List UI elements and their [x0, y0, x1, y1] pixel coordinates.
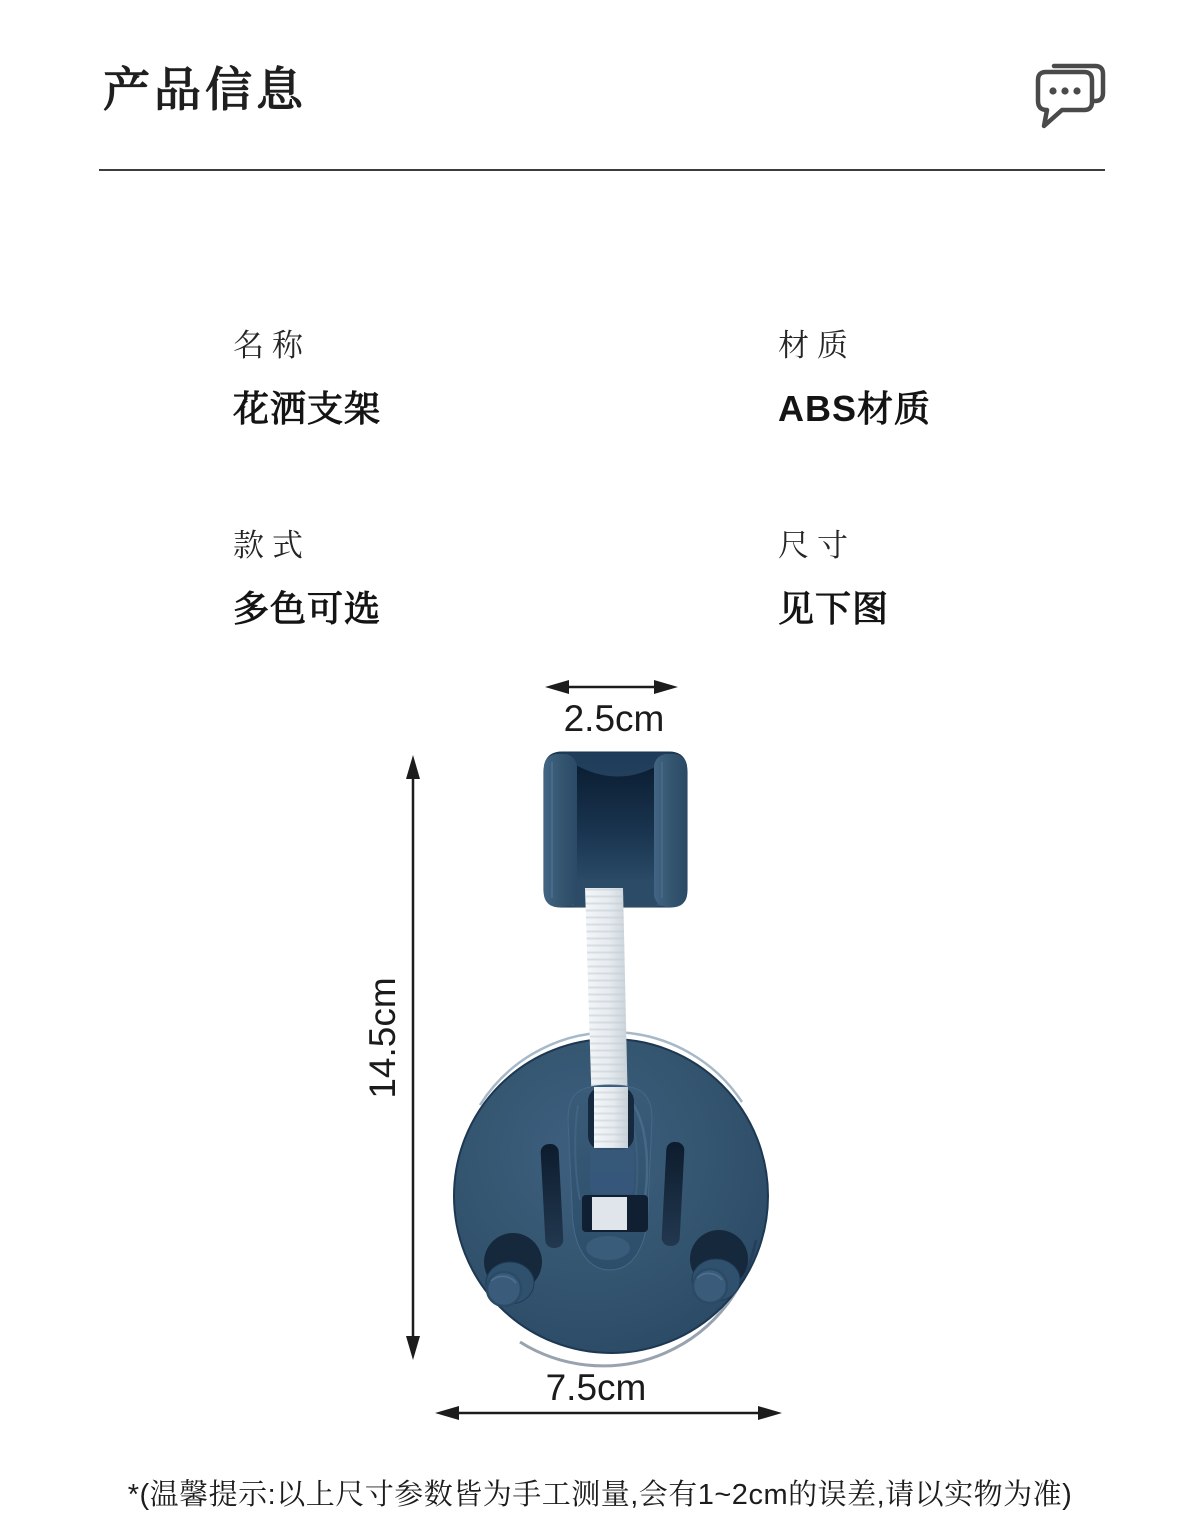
joint-neck — [590, 1148, 634, 1194]
spec-name — [233, 330, 381, 427]
spec-value: 见下图 — [778, 588, 890, 629]
spec-label: 材质 — [778, 328, 856, 363]
cup-opening — [574, 764, 657, 891]
spec-value: 花洒支架 — [233, 388, 382, 429]
spec-style — [233, 530, 381, 627]
flex-arm — [585, 888, 628, 1112]
pivot-joint — [568, 1085, 652, 1270]
header-divider — [99, 169, 1105, 171]
dim-holder-width — [545, 680, 678, 739]
spec-size — [778, 530, 889, 627]
dim-base-width-label: 7.5cm — [545, 1367, 647, 1408]
holder-cup — [544, 752, 687, 907]
spec-material — [778, 330, 931, 427]
joint-bulb-sheen — [586, 1236, 630, 1260]
arrowhead-down — [406, 1336, 420, 1360]
dim-holder-width-label: 2.5cm — [563, 698, 665, 739]
spec-label: 尺寸 — [778, 528, 856, 563]
product-dimension-illustration — [0, 650, 1200, 1450]
bubble-dots — [1049, 87, 1080, 94]
dim-base-width — [435, 1367, 782, 1420]
spec-value: 多色可选 — [233, 588, 382, 629]
spec-value: ABS材质 — [778, 388, 932, 429]
spec-label: 款式 — [233, 528, 311, 563]
spec-label: 名称 — [233, 328, 311, 363]
front-bubble-shape — [1038, 72, 1092, 126]
mount-peg-right — [690, 1230, 748, 1303]
page-title: 产品信息 — [103, 63, 307, 116]
arrowhead-right — [654, 680, 678, 694]
measurement-note: *(温馨提示:以上尺寸参数皆为手工测量,会有1~2cm的误差,请以实物为准) — [127, 1479, 1073, 1511]
pivot-block — [592, 1197, 627, 1230]
arrowhead-up — [406, 755, 420, 779]
dim-overall-height — [362, 755, 420, 1360]
chat-bubbles-icon — [1032, 58, 1108, 130]
arrowhead-left — [435, 1406, 459, 1420]
cup-edge-left — [544, 754, 577, 907]
arrowhead-left — [545, 680, 569, 694]
arrowhead-right — [758, 1406, 782, 1420]
dim-overall-height-label: 14.5cm — [362, 977, 403, 1099]
cup-edge-right — [654, 754, 687, 907]
